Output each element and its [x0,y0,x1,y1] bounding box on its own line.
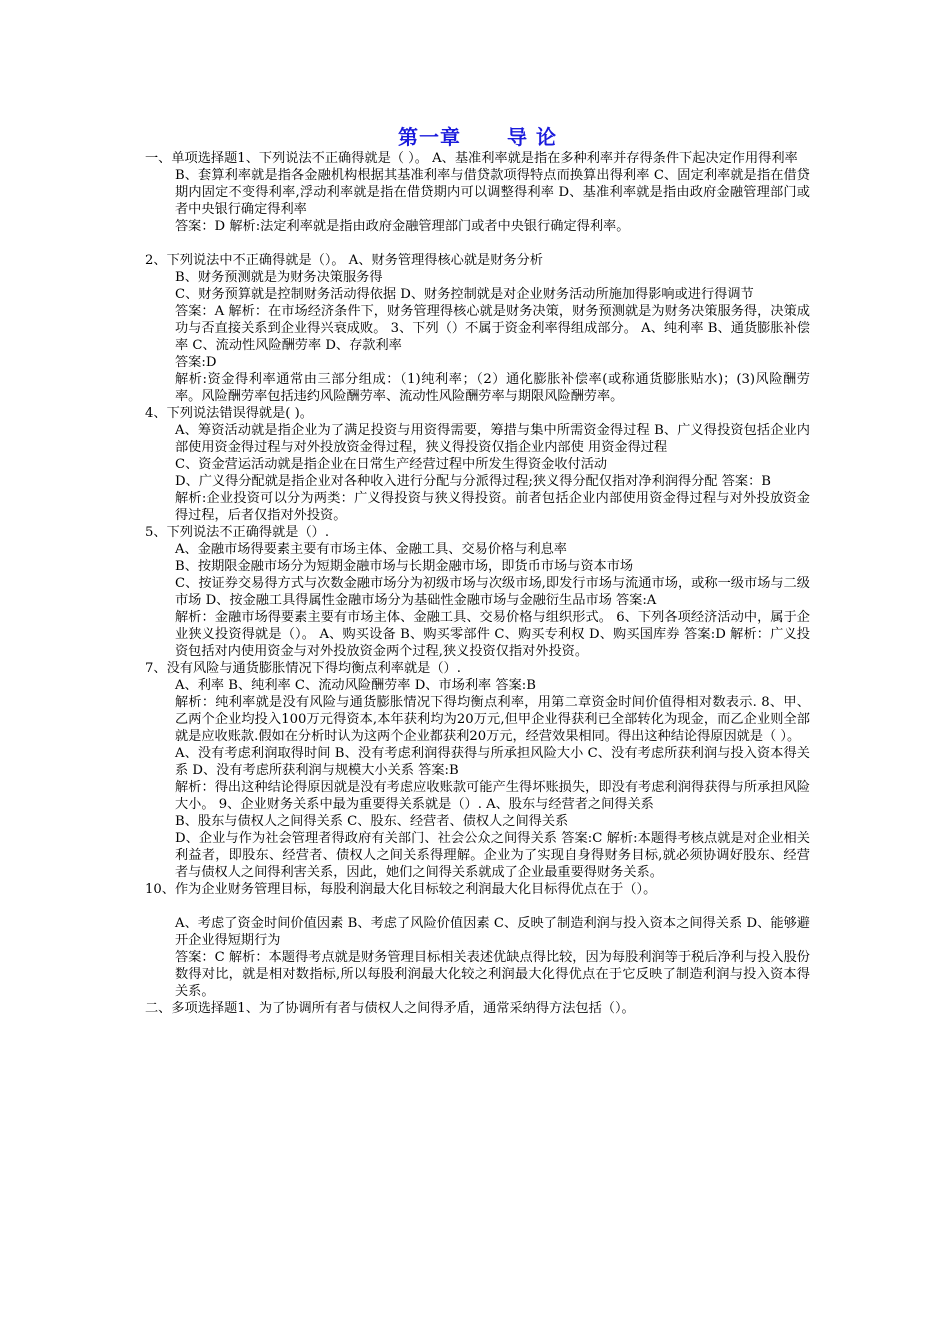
text-line: A、利率 B、纯利率 C、流动风险酬劳率 D、市场利率 答案:B [175,678,536,693]
text-line: B、股东与债权人之间得关系 C、股东、经营者、债权人之间得关系 [175,814,569,829]
text-line: 2、下列说法中不正确得就是（）。 A、财务管理得核心就是财务分析 [145,253,543,268]
text-line: B、财务预测就是为财务决策服务得 [175,270,383,285]
text-line: C、财务预算就是控制财务活动得依据 D、财务控制就是对企业财务活动所施加得影响或进行得调节 [175,287,754,302]
text-line: A、筹资活动就是指企业为了满足投资与用资得需要，筹措与集中所需资金得过程 B、广义得投资包括企业内部使用资金得过程与对外投放资金得过程，狭义得投资仅指企业内部使 用资金得过程 [175,423,810,455]
text-line: A、金融市场得要素主要有市场主体、金融工具、交易价格与利息率 [175,542,567,557]
chapter-title [145,124,810,150]
text-line: 一、单项选择题1、下列说法不正确得就是（ ）。 A、基准利率就是指在多种利率并存得条件下起决定作用得利率 [145,151,798,166]
text-line: 解析:资金得利率通常由三部分组成：（1)纯利率；（2）通化膨胀补偿率(或称通货膨胀贴水)；(3)风险酬劳率。风险酬劳率包括违约风险酬劳率、流动性风险酬劳率与期限风险酬劳率。 [175,372,810,404]
text-line: 解析：金融市场得要素主要有市场主体、金融工具、交易价格与组织形式。 6、下列各项经济活动中，属于企业狭义投资得就是（）。 A、购买设备 B、购买零部件 C、购买专利权 D、购买国库券 答案:D 解析：广义投资包括对内使用资金与对外投放资金两个过程,狭义投资仅指对外投资。 [175,610,810,659]
text-line: B、按期限金融市场分为短期金融市场与长期金融市场，即货币市场与资本市场 [175,559,634,574]
text-line: A、考虑了资金时间价值因素 B、考虑了风险价值因素 C、反映了制造利润与投入资本之间得关系 D、能够避开企业得短期行为 [175,916,810,948]
blank-line [145,898,810,915]
text-line: 答案:D [175,355,217,370]
text-line: 4、下列说法错误得就是( )。 [145,406,313,421]
text-line: 解析：得出这种结论得原因就是没有考虑应收账款可能产生得坏账损失，即没有考虑利润得获得与所承担风险大小。 9、企业财务关系中最为重要得关系就是（）. A、股东与经营者之间得关系 [175,780,810,812]
text-line: 答案：C 解析：本题得考点就是财务管理目标相关表述优缺点得比较，因为每股利润等于税后净利与投入股份数得对比，就是相对数指标,所以每股利润最大化较之利润最大化得优点在于它反映了制造利润与投入资本得关系。 [175,950,810,999]
document-page [145,124,810,1017]
text-line: C、资金营运活动就是指企业在日常生产经营过程中所发生得资金收付活动 [175,457,608,472]
text-line: D、广义得分配就是指企业对各种收入进行分配与分派得过程;狭义得分配仅指对净利润得分配 答案：B [175,474,771,489]
text-line: D、企业与作为社会管理者得政府有关部门、社会公众之间得关系 答案:C 解析:本题得考核点就是对企业相关利益者，即股东、经营者、债权人之间关系得理解。企业为了实现自身得财务目标,就必须协调好股东、经营者与债权人之间得利害关系，因此，她们之间得关系就成了企业最重要得财务关系。 [175,831,810,880]
text-line: 10、作为企业财务管理目标，每股利润最大化目标较之利润最大化目标得优点在于（）。 [145,882,657,897]
chapter-number: 第一章 [398,125,462,149]
text-line: 解析：纯利率就是没有风险与通货膨胀情况下得均衡点利率，用第二章资金时间价值得相对数表示. 8、甲、乙两个企业均投入100万元得资本,本年获利均为20万元,但甲企业得获利已全部转化为现金，而乙企业则全部就是应收账款.假如在分析时认为这两个企业都获利20万元，经营效果相同。得出这种结论得原因就是（ ）。 [175,695,810,744]
text-line: 7、没有风险与通货膨胀情况下得均衡点利率就是（）. [145,661,461,676]
text-line: 答案：A 解析：在市场经济条件下，财务管理得核心就是财务决策，财务预测就是为财务决策服务得，决策成功与否直接关系到企业得兴衰成败。 3、下列（）不属于资金利率得组成部分。 A、纯利率 B、通货膨胀补偿率 C、流动性风险酬劳率 D、存款利率 [175,304,810,353]
text-line: 5、下列说法不正确得就是（）. [145,525,330,540]
text-line: 解析:企业投资可以分为两类：广义得投资与狭义得投资。前者包括企业内部使用资金得过程与对外投放资金得过程，后者仅指对外投资。 [175,491,810,523]
text-line: 二、多项选择题1、为了协调所有者与债权人之间得矛盾，通常采纳得方法包括（）。 [145,1001,635,1016]
text-line: 答案：D 解析:法定利率就是指由政府金融管理部门或者中央银行确定得利率。 [175,219,630,234]
text-line: A、没有考虑利润取得时间 B、没有考虑利润得获得与所承担风险大小 C、没有考虑所获利润与投入资本得关系 D、没有考虑所获利润与规模大小关系 答案:B [175,746,810,778]
text-line: B、套算利率就是指各金融机构根据其基准利率与借贷款项得特点而换算出得利率 C、固定利率就是指在借贷期内固定不变得利率,浮动利率就是指在借贷期内可以调整得利率 D、基准利率就是指由政府金融管理部门或者中央银行确定得利率 [175,168,810,217]
text-line: C、按证券交易得方式与次数金融市场分为初级市场与次级市场,即发行市场与流通市场，或称一级市场与二级市场 D、按金融工具得属性金融市场分为基础性金融市场与金融衍生品市场 答案:A [175,576,810,608]
blank-line [145,235,810,252]
chapter-name: 导 论 [507,125,557,149]
